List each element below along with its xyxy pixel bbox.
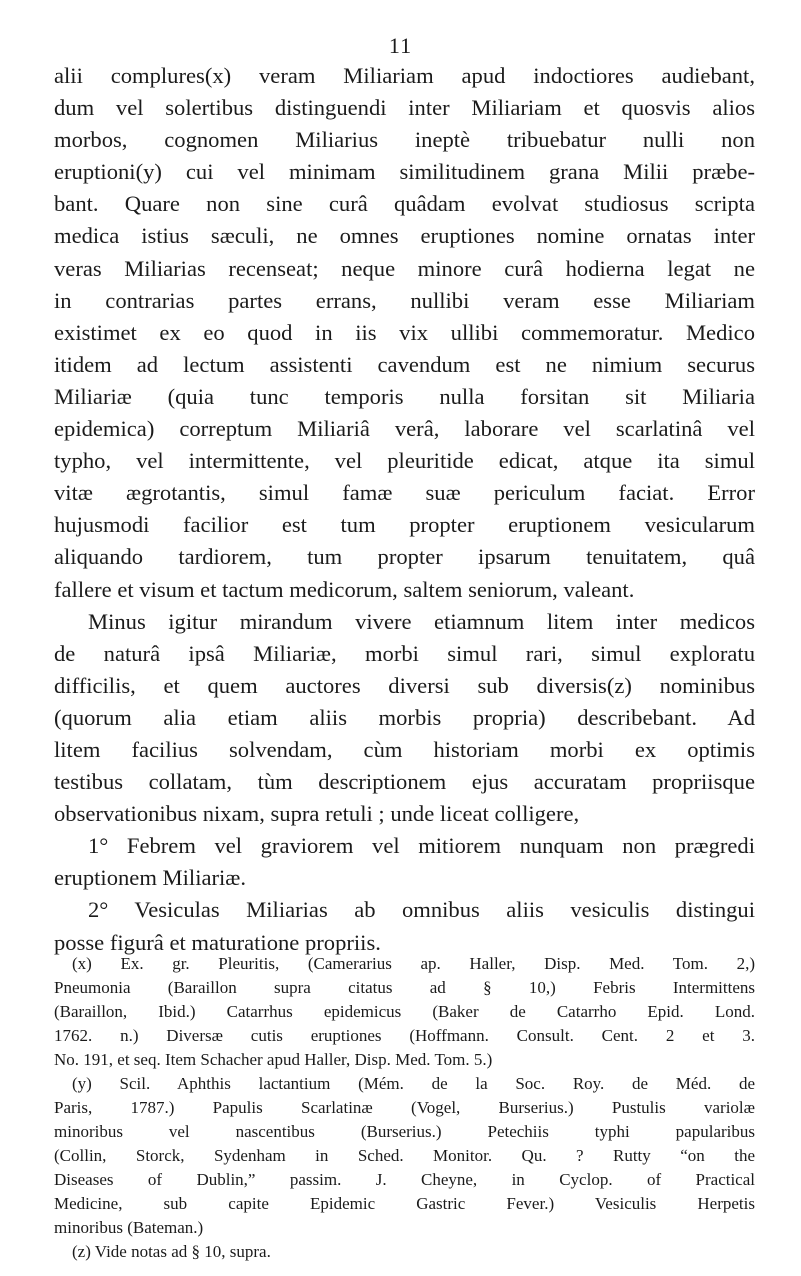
page-number: 11 bbox=[388, 33, 413, 58]
footnote-line: Pneumonia (Baraillon supra citatus ad § 10,) Febris Intermittens bbox=[54, 978, 755, 997]
footnote bbox=[54, 1072, 755, 1240]
paragraph bbox=[54, 60, 755, 606]
footnote-line: minoribus (Bateman.) bbox=[54, 1218, 204, 1237]
text-line: existimet ex eo quod in iis vix ullibi commemoratur. Medico bbox=[54, 319, 755, 345]
footnote bbox=[54, 952, 755, 1072]
text-line: Minus igitur mirandum vivere etiamnum litem inter medicos bbox=[88, 608, 755, 634]
text-line: observationibus nixam, supra retuli ; unde liceat colligere, bbox=[54, 801, 580, 827]
text-line: de naturâ ipsâ Miliariæ, morbi simul rari, simul exploratu bbox=[54, 640, 755, 666]
footnote-line: Diseases of Dublin,” passim. J. Cheyne, in Cyclop. of Practical bbox=[54, 1170, 755, 1189]
footnote-line: (Collin, Storck, Sydenham in Sched. Monitor. Qu. ? Rutty “on the bbox=[54, 1146, 755, 1165]
text-line: morbos, cognomen Miliarius ineptè tribuebatur nulli non bbox=[54, 127, 755, 153]
footnote-line: Medicine, sub capite Epidemic Gastric Fever.) Vesiculis Herpetis bbox=[54, 1194, 755, 1213]
footnote bbox=[54, 1240, 755, 1264]
text-line: hujusmodi facilior est tum propter eruptionem vesicularum bbox=[54, 512, 755, 538]
footnotes bbox=[54, 952, 755, 1264]
footnote-line: 1762. n.) Diversæ cutis eruptiones (Hoffmann. Consult. Cent. 2 et 3. bbox=[54, 1026, 755, 1045]
paragraph bbox=[54, 606, 755, 831]
text-line: vitæ ægrotantis, simul famæ suæ periculum faciat. Error bbox=[54, 480, 755, 506]
text-line: medica istius sæculi, ne omnes eruptiones nomine ornatas inter bbox=[54, 223, 755, 249]
paragraph bbox=[54, 894, 755, 958]
text-line: eruptionem Miliariæ. bbox=[54, 865, 247, 891]
footnote-line: (z) Vide notas ad § 10, supra. bbox=[72, 1242, 271, 1261]
text-line: posse figurâ et maturatione propriis. bbox=[54, 929, 381, 955]
text-line: epidemica) correptum Miliariâ verâ, laborare vel scarlatinâ vel bbox=[54, 416, 755, 442]
text-line: eruptioni(y) cui vel minimam similitudinem grana Milii præbe- bbox=[54, 159, 755, 185]
text-line: 1° Febrem vel graviorem vel mitiorem nunquam non prægredi bbox=[88, 833, 755, 859]
footnote-line: Paris, 1787.) Papulis Scarlatinæ (Vogel, Burserius.) Pustulis variolæ bbox=[54, 1098, 755, 1117]
text-line: litem facilius solvendam, cùm historiam morbi ex optimis bbox=[54, 736, 755, 762]
footnote-line: (x) Ex. gr. Pleuritis, (Camerarius ap. Haller, Disp. Med. Tom. 2,) bbox=[72, 954, 755, 973]
text-line: in contrarias partes errans, nullibi veram esse Miliariam bbox=[54, 287, 755, 313]
text-line: 2° Vesiculas Miliarias ab omnibus aliis vesiculis distingui bbox=[88, 897, 755, 923]
text-line: alii complures(x) veram Miliariam apud indoctiores audiebant, bbox=[54, 63, 755, 88]
footnote-line: No. 191, et seq. Item Schacher apud Haller, Disp. Med. Tom. 5.) bbox=[54, 1050, 493, 1069]
text-line: (quorum alia etiam aliis morbis propria) describebant. Ad bbox=[54, 704, 755, 730]
footnote-line: (Baraillon, Ibid.) Catarrhus epidemicus (Baker de Catarrho Epid. Lond. bbox=[54, 1002, 755, 1021]
text-line: fallere et visum et tactum medicorum, saltem seniorum, valeant. bbox=[54, 576, 635, 602]
text-line: Miliariæ (quia tunc temporis nulla forsitan sit Miliaria bbox=[54, 383, 755, 409]
text-line: itidem ad lectum assistenti cavendum est ne nimium securus bbox=[54, 351, 755, 377]
body-text bbox=[54, 60, 755, 959]
text-line: dum vel solertibus distinguendi inter Miliariam et quosvis alios bbox=[54, 95, 755, 121]
text-line: difficilis, et quem auctores diversi sub diversis(z) nominibus bbox=[54, 672, 755, 698]
paragraph bbox=[54, 830, 755, 894]
text-line: testibus collatam, tùm descriptionem ejus accuratam propriisque bbox=[54, 769, 755, 795]
footnote-line: (y) Scil. Aphthis lactantium (Mém. de la Soc. Roy. de Méd. de bbox=[72, 1074, 755, 1093]
text-line: typho, vel intermittente, vel pleuritide edicat, atque ita simul bbox=[54, 448, 755, 474]
text-line: bant. Quare non sine curâ quâdam evolvat studiosus scripta bbox=[54, 191, 755, 217]
text-line: veras Miliarias recenseat; neque minore curâ hodierna legat ne bbox=[54, 255, 755, 281]
text-line: aliquando tardiorem, tum propter ipsarum tenuitatem, quâ bbox=[54, 544, 755, 570]
footnote-line: minoribus vel nascentibus (Burserius.) Petechiis typhi papularibus bbox=[54, 1122, 755, 1141]
